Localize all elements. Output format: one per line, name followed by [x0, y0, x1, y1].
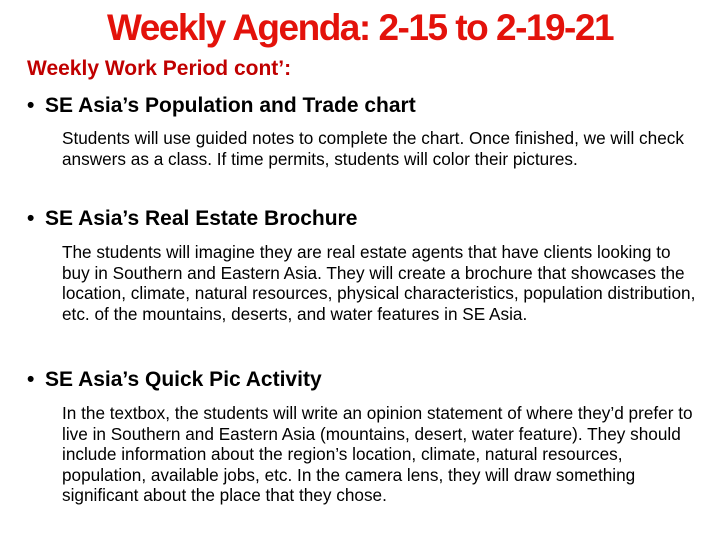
bullet-icon: •: [27, 207, 35, 230]
agenda-item-heading-text: SE Asia’s Real Estate Brochure: [45, 207, 358, 230]
agenda-item-heading-3: [27, 366, 322, 394]
agenda-item-description-1: Students will use guided notes to complete the chart. Once finished, we will check answers as a class. If time permits, students will color their pictures.: [62, 128, 684, 169]
bullet-icon: •: [27, 368, 35, 391]
agenda-item-heading-text: SE Asia’s Population and Trade chart: [45, 94, 416, 117]
agenda-item-description-3: In the textbox, the students will write an opinion statement of where they’d prefer to live in Southern and Eastern Asia (mountains, desert, water feature). They should include information about the region’s location, climate, natural resources, population, available jobs, etc. In the camera lens, they will draw something significant about the place that they chose.: [62, 403, 693, 505]
agenda-item-description-2: The students will imagine they are real estate agents that have clients looking to buy in Southern and Eastern Asia. They will create a brochure that showcases the location, climate, natural resources, physical characteristics, population distribution, etc. of the mountains, deserts, and water features in SE Asia.: [62, 242, 696, 324]
slide-title: Weekly Agenda: 2-15 to 2-19-21: [106, 7, 614, 48]
agenda-item-heading-2: [27, 205, 357, 233]
agenda-item-heading-text: SE Asia’s Quick Pic Activity: [45, 368, 322, 391]
agenda-item-heading-1: [27, 92, 416, 120]
bullet-icon: •: [27, 94, 35, 117]
slide-subtitle: Weekly Work Period cont’:: [27, 57, 292, 80]
